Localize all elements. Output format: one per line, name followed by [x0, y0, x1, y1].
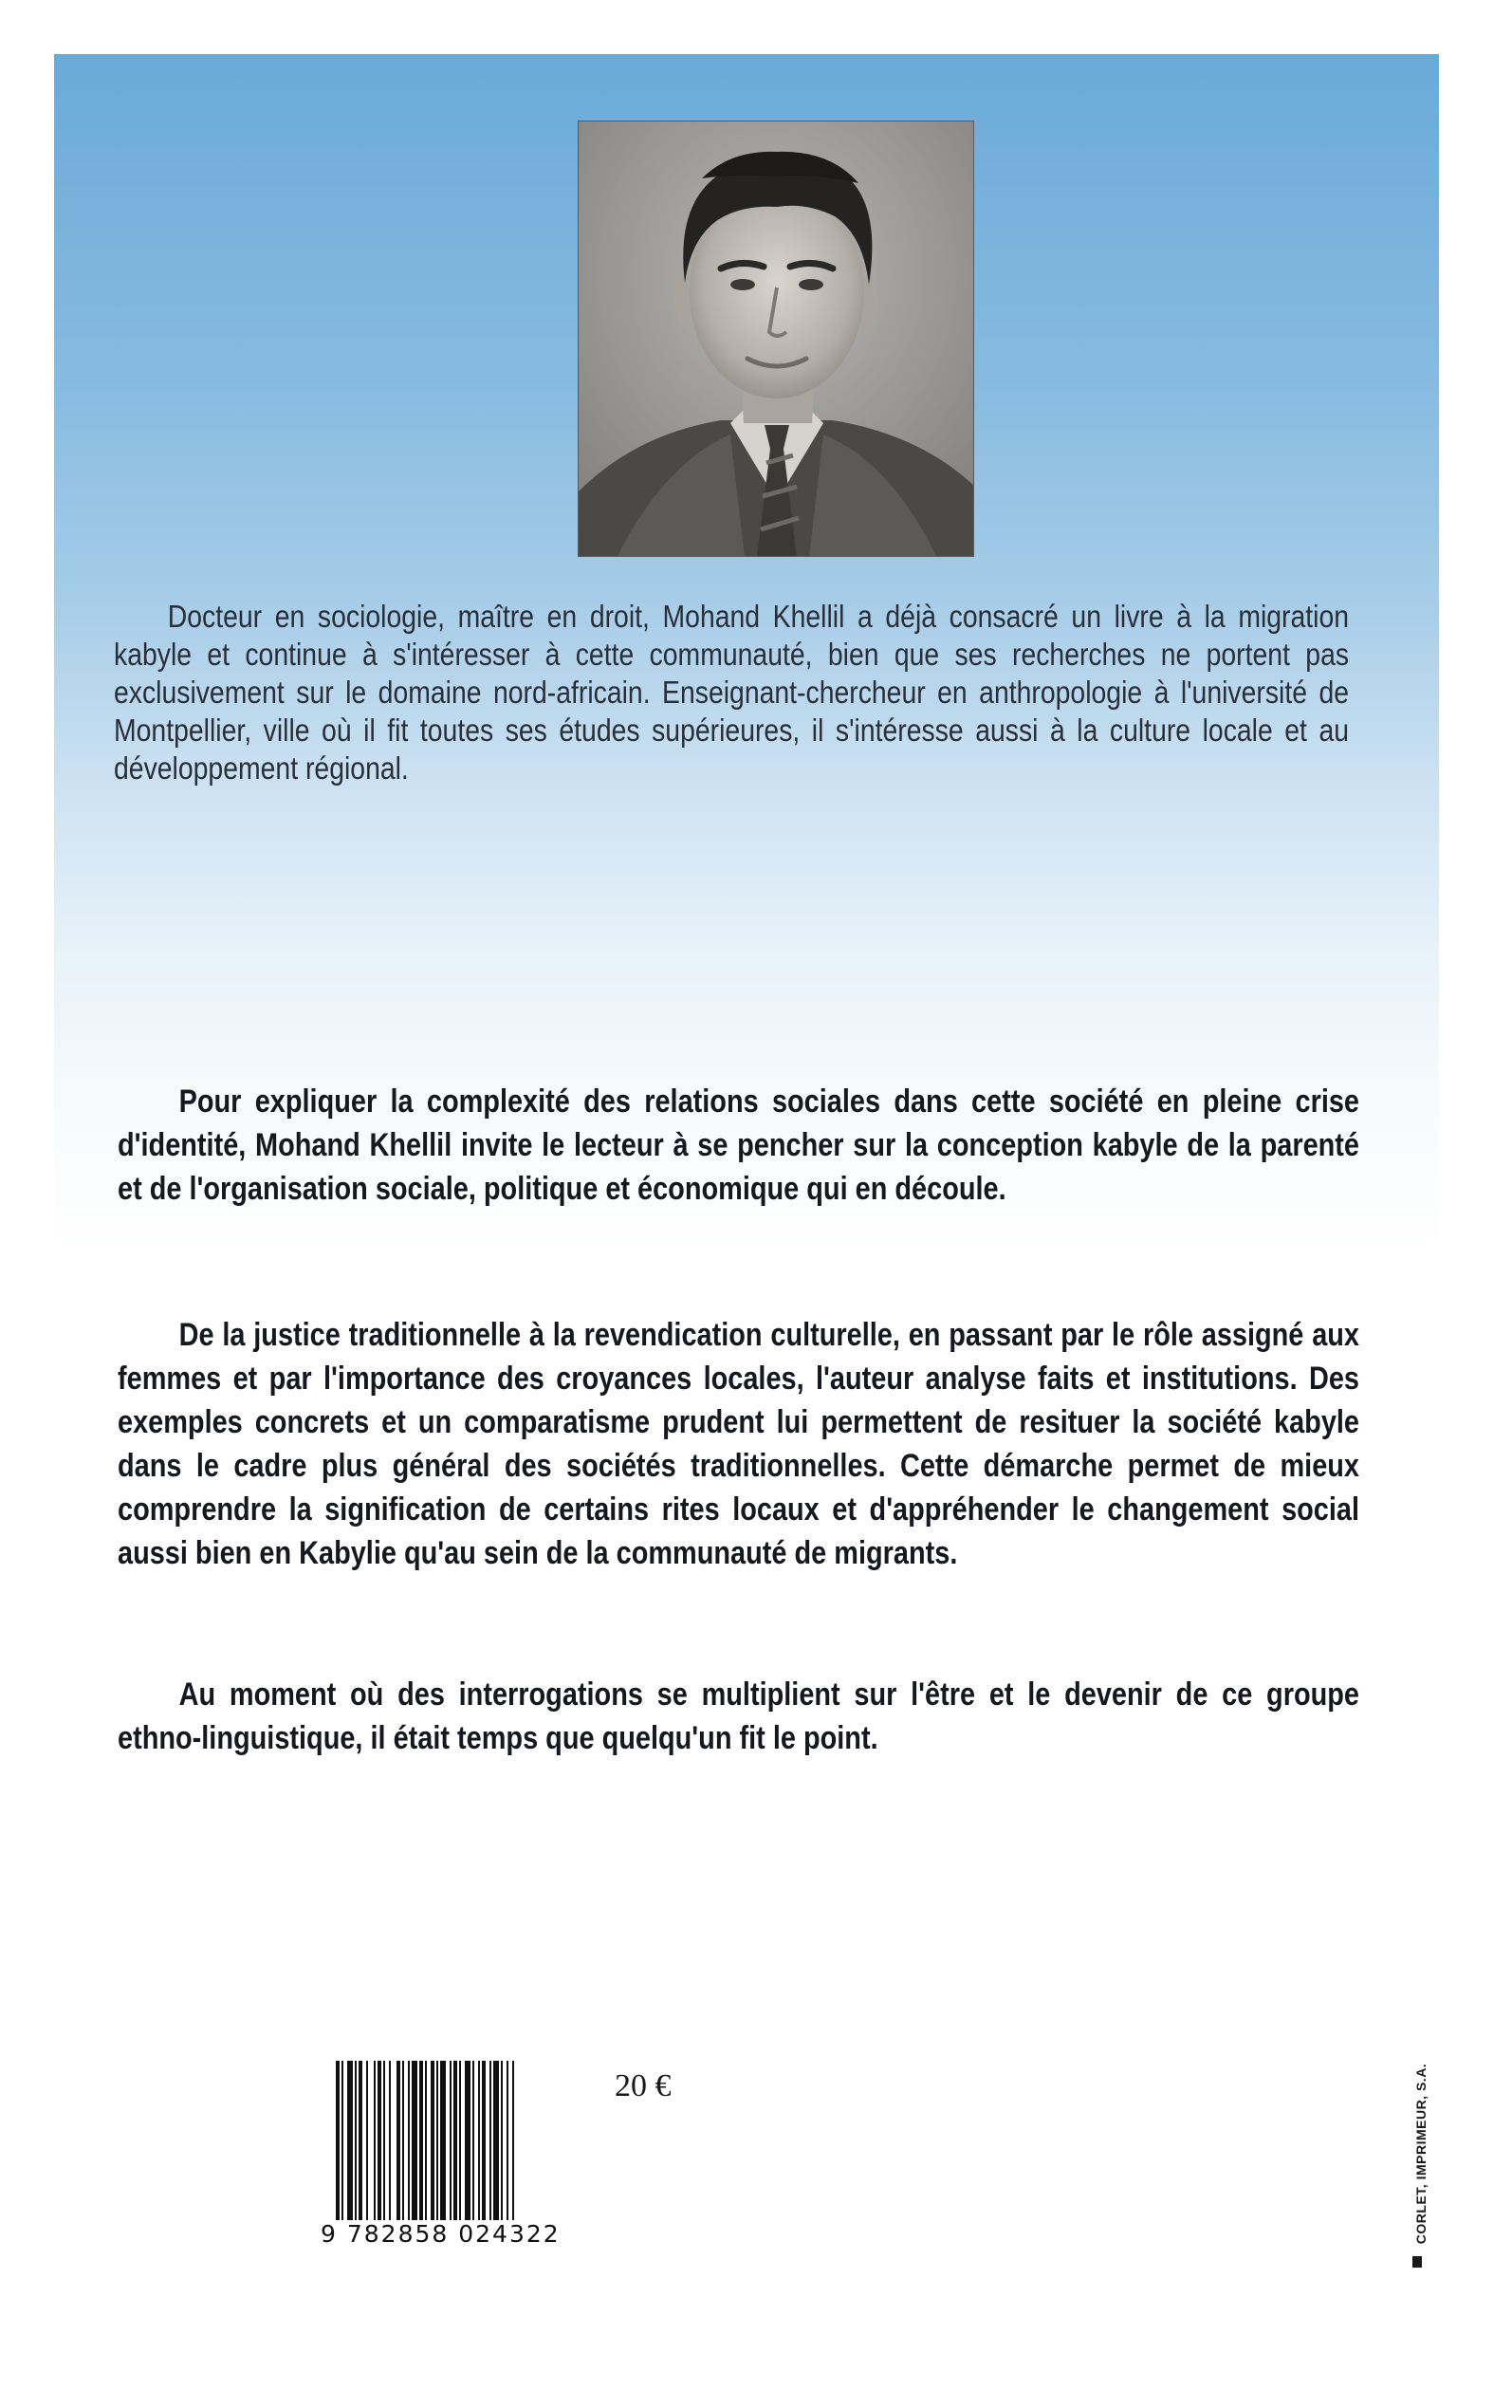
barcode-bar [512, 2061, 514, 2241]
barcode-bar [501, 2061, 503, 2222]
barcode-bar [489, 2061, 491, 2222]
barcode-bar [478, 2061, 480, 2222]
barcode-bar [402, 2061, 404, 2222]
barcode-bar [374, 2061, 376, 2222]
imprint-mark [1412, 2256, 1422, 2268]
barcode-bar [347, 2061, 353, 2222]
barcode-bar [472, 2061, 474, 2222]
barcode-bar [482, 2061, 486, 2222]
barcode-bar [493, 2061, 499, 2222]
blurb-paragraph-1: Pour expliquer la complexité des relations sociales dans cette société en pleine crise d'identité, Mohand Khellil invite le lecteur à se pencher sur la conception kabyle de la parenté et de l'organisation sociale, politique et économique qui en découle. [118, 1084, 1360, 1207]
barcode-bar [507, 2061, 508, 2241]
barcode-bar [389, 2061, 391, 2222]
barcode-bar [419, 2061, 423, 2222]
barcode-bar [450, 2061, 452, 2222]
barcode-bar [366, 2061, 368, 2222]
barcode-bar [359, 2061, 362, 2222]
blurb-paragraph-3: Au moment où des interrogations se multiplient sur l'être et le devenir de ce groupe ethno-linguistique, il était temps que quelqu'un fit le point. [118, 1676, 1360, 1756]
isbn-barcode [334, 2061, 579, 2241]
printer-imprint [1402, 2040, 1440, 2268]
barcode-bar [465, 2061, 470, 2222]
barcode-bar [383, 2061, 385, 2222]
barcode-number: 9 782858 024322 [321, 2220, 596, 2248]
barcode-bar [341, 2061, 343, 2241]
barcode-bar [425, 2061, 427, 2241]
barcode-bar [412, 2061, 417, 2222]
barcode-bar [440, 2061, 446, 2222]
printer-imprint-text: CORLET, IMPRIMEUR, S.A. [1413, 2063, 1429, 2245]
author-photo [578, 120, 974, 557]
price: 20 € [615, 2068, 672, 2103]
barcode-bar [378, 2061, 381, 2222]
barcode-bar [396, 2061, 400, 2222]
portrait-illustration [579, 121, 974, 557]
barcode-bar [355, 2061, 357, 2222]
barcode-bar [459, 2061, 461, 2222]
author-bio: Docteur en sociologie, maître en droit, Mohand Khellil a déjà consacré un livre à la migration kabyle et continue à s'intéresser à cette communauté, bien que ses recherches ne portent pas exclusivement sur le domaine nord-africain. Enseignant-chercheur en anthropologie à l'université de Montpellier, ville où il fit toutes ses études supérieures, il s'intéresse aussi à la culture locale et au développement régional. [114, 599, 1350, 786]
barcode-bar [336, 2061, 340, 2241]
barcode-bar [408, 2061, 410, 2222]
blurb-paragraph-2: De la justice traditionnelle à la revendication culturelle, en passant par le rôle assigné aux femmes et par l'importance des croyances locales, l'auteur analyse faits et institutions. Des exemples concrets et un comparatisme prudent lui permettent de resituer la société kabyle dans le cadre plus général des sociétés traditionnelles. Cette démarche permet de mieux comprendre la signification de certains rites locaux et d'appréhender le changement social aussi bien en Kabylie qu'au sein de la communauté de migrants. [118, 1317, 1360, 1571]
barcode-bars [334, 2061, 579, 2241]
barcode-bar [453, 2061, 457, 2222]
barcode-bar [436, 2061, 438, 2222]
barcode-bar [431, 2061, 434, 2241]
